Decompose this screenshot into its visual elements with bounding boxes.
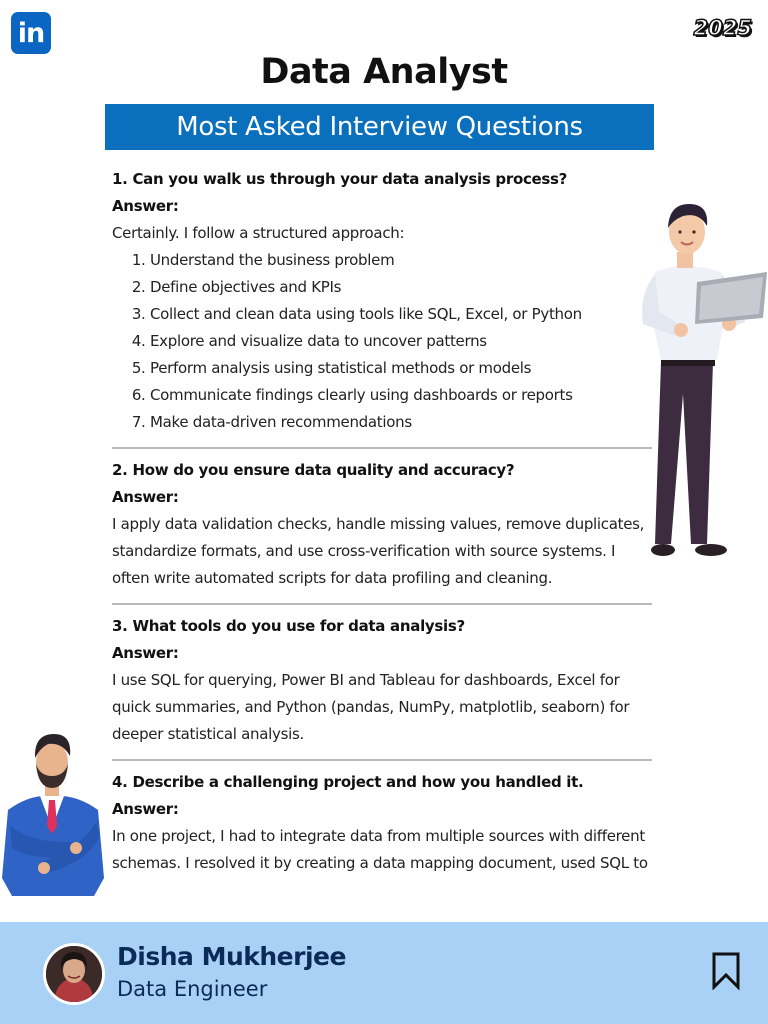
man-with-tablet-illustration <box>625 194 768 564</box>
year-badge: 2025 <box>693 16 752 40</box>
answer-1-intro: Certainly. I follow a structured approach: <box>112 224 405 242</box>
question-4: 4. Describe a challenging project and how you handled it. <box>112 773 584 791</box>
answer-line: standardize formats, and use cross-verification with source systems. I <box>112 542 616 560</box>
avatar[interactable] <box>43 943 105 1005</box>
author-name: Disha Mukherjee <box>117 942 346 971</box>
question-2: 2. How do you ensure data quality and accuracy? <box>112 461 515 479</box>
answer-line: quick summaries, and Python (pandas, NumPy, matplotlib, seaborn) for <box>112 698 630 716</box>
answer-2-text <box>112 511 657 592</box>
answer-line: I apply data validation checks, handle missing values, remove duplicates, <box>112 515 645 533</box>
answer-3-text <box>112 667 657 748</box>
linkedin-icon[interactable]: in <box>11 12 51 54</box>
list-item: 1. Understand the business problem <box>150 247 657 274</box>
answer-line: schemas. I resolved it by creating a data mapping document, used SQL to <box>112 854 648 872</box>
question-1: 1. Can you walk us through your data analysis process? <box>112 170 568 188</box>
answer-line: In one project, I had to integrate data from multiple sources with different <box>112 827 645 845</box>
page-title: Data Analyst <box>260 52 508 92</box>
qa-content <box>112 166 657 877</box>
businessman-illustration <box>0 730 106 900</box>
bookmark-icon[interactable] <box>711 952 741 990</box>
list-item: 6. Communicate findings clearly using dashboards or reports <box>150 382 657 409</box>
answer-label: Answer: <box>112 644 179 662</box>
author-photo <box>46 946 102 1002</box>
answer-line: I use SQL for querying, Power BI and Tableau for dashboards, Excel for <box>112 671 620 689</box>
subtitle-banner: Most Asked Interview Questions <box>105 104 654 150</box>
list-item: 4. Explore and visualize data to uncover patterns <box>150 328 657 355</box>
divider <box>112 759 652 761</box>
list-item: 5. Perform analysis using statistical methods or models <box>150 355 657 382</box>
list-item: 7. Make data-driven recommendations <box>150 409 657 436</box>
answer-line: deeper statistical analysis. <box>112 725 304 743</box>
author-footer <box>0 922 768 1024</box>
answer-label: Answer: <box>112 800 179 818</box>
answer-label: Answer: <box>112 488 179 506</box>
answer-line: often write automated scripts for data profiling and cleaning. <box>112 569 553 587</box>
list-item: 3. Collect and clean data using tools like SQL, Excel, or Python <box>150 301 657 328</box>
divider <box>112 447 652 449</box>
author-role: Data Engineer <box>117 977 268 1001</box>
list-item: 2. Define objectives and KPIs <box>150 274 657 301</box>
answer-label: Answer: <box>112 197 179 215</box>
question-3: 3. What tools do you use for data analysis? <box>112 617 465 635</box>
process-steps-list <box>112 247 657 436</box>
divider <box>112 603 652 605</box>
answer-4-text <box>112 823 657 877</box>
